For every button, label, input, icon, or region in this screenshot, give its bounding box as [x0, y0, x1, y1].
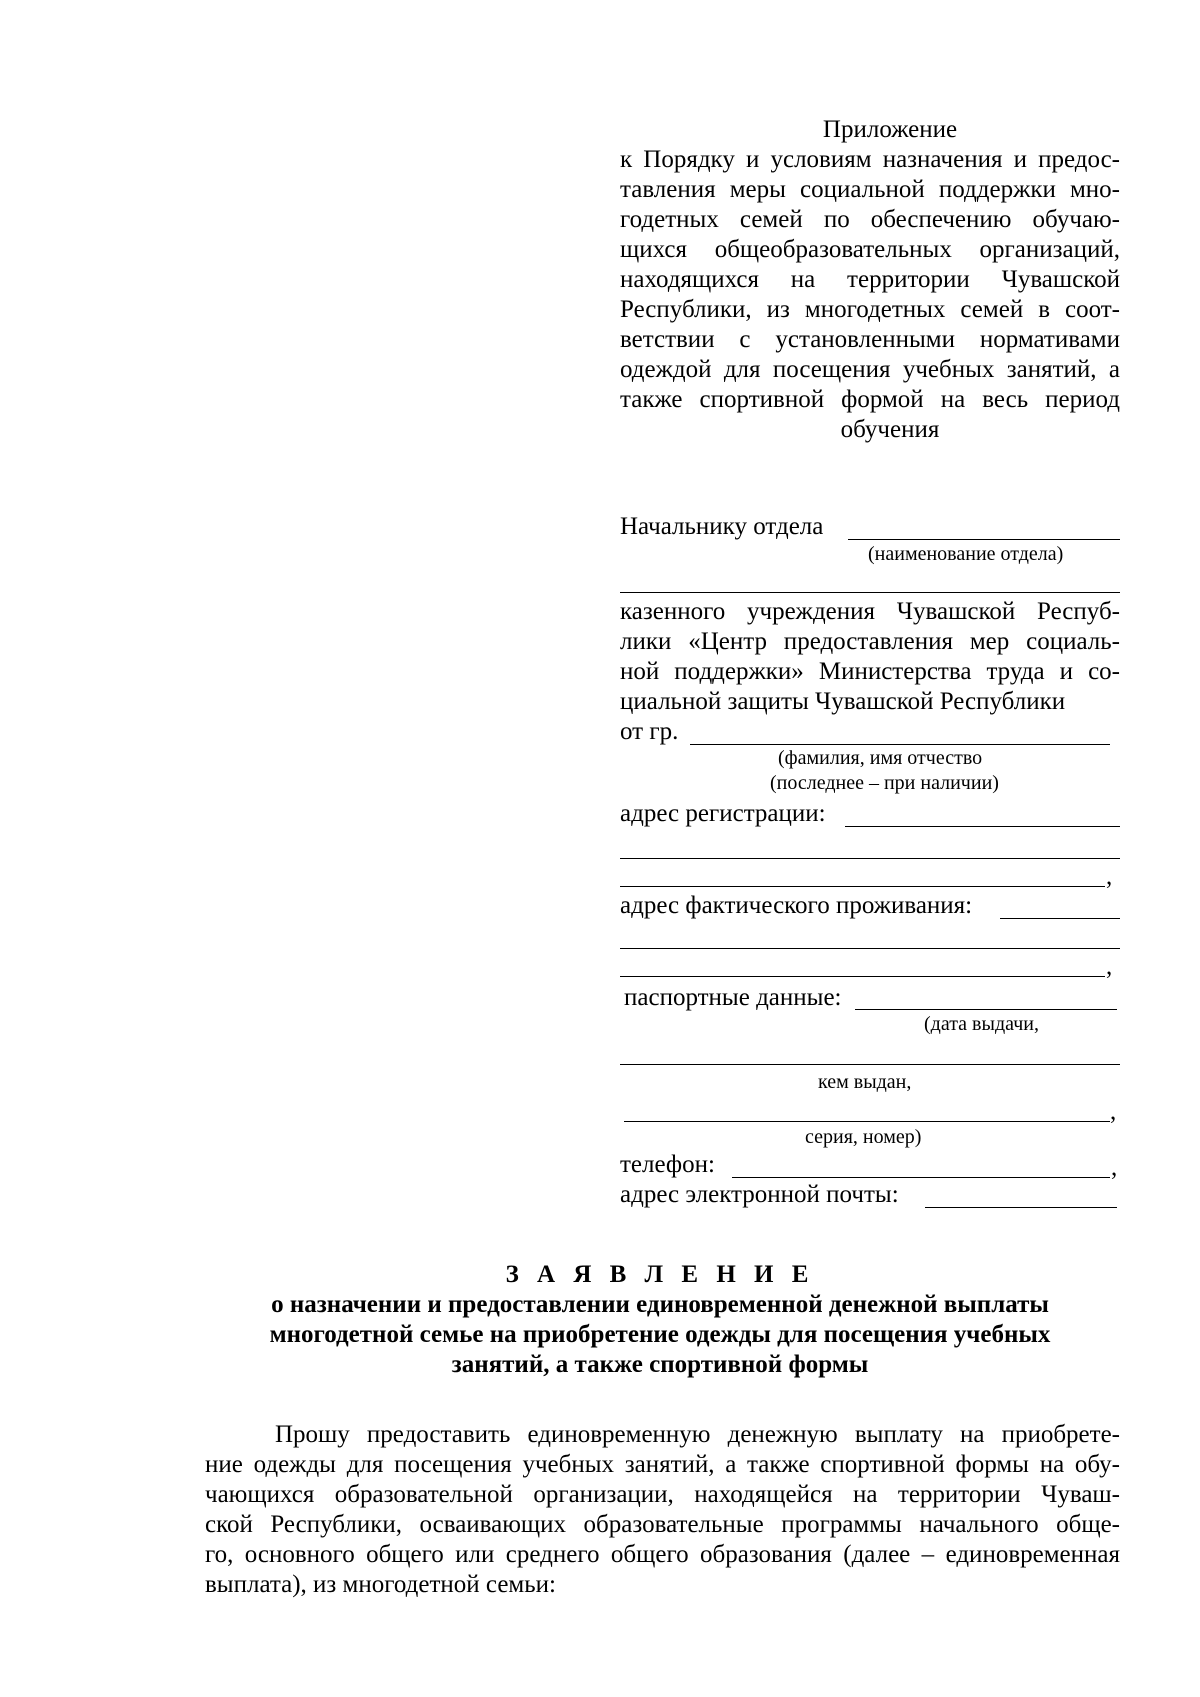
appendix-line: щихся общеобразовательных организаций,: [620, 236, 1120, 263]
institution-text: [620, 597, 1120, 717]
full-name-caption: (фамилия, имя отчество: [778, 747, 983, 769]
passport-series-field[interactable]: [624, 1121, 1110, 1122]
head-of-dept-label: Начальнику отдела: [620, 513, 824, 540]
appendix-line: ветствии с установленными нормативами: [620, 326, 1120, 353]
body-line: чающихся образовательной организации, находящейся на территории Чуваш-: [205, 1481, 1120, 1508]
appendix-line: также спортивной формой на весь период: [620, 386, 1120, 413]
appendix-line: тавления меры социальной поддержки мно-: [620, 176, 1120, 203]
email-label: адрес электронной почты:: [620, 1181, 899, 1208]
passport-issued-by-field[interactable]: [620, 1064, 1120, 1065]
appendix-line: находящихся на территории Чувашской: [620, 266, 1120, 293]
from-citizen-label: от гр.: [620, 718, 679, 745]
appendix-last-line: обучения: [840, 416, 940, 443]
dept-name-field-2[interactable]: [620, 592, 1120, 593]
actual-address-field[interactable]: [1000, 918, 1120, 919]
institution-line: ной поддержки» Министерства труда и со-: [620, 658, 1120, 685]
phone-label: телефон:: [620, 1151, 715, 1178]
application-body: [205, 1420, 1120, 1600]
appendix-title: Приложение: [822, 116, 958, 143]
comma: ,: [1106, 953, 1113, 980]
appendix-text: [620, 145, 1120, 445]
appendix-line: Республики, из многодетных семей в соот-: [620, 296, 1120, 323]
appendix-line: одеждой для посещения учебных занятий, а: [620, 356, 1120, 383]
full-name-caption-2: (последнее – при наличии): [770, 772, 999, 794]
passport-data-label: паспортные данные:: [624, 984, 842, 1011]
dept-name-caption: (наименование отдела): [868, 543, 1064, 565]
appendix-line: годетных семей по обеспечению обучаю-: [620, 206, 1120, 233]
actual-address-field-3[interactable]: [620, 976, 1105, 977]
application-heading: [200, 1260, 1120, 1380]
body-line: выплата), из многодетной семьи:: [205, 1571, 556, 1598]
full-name-field[interactable]: [690, 744, 1110, 745]
registration-address-field-2[interactable]: [620, 858, 1120, 859]
institution-line: казенного учреждения Чувашской Респуб-: [620, 598, 1120, 625]
application-subtitle-line: занятий, а также спортивной формы: [451, 1351, 869, 1378]
issue-date-caption: (дата выдачи,: [924, 1013, 1039, 1035]
institution-line: лики «Центр предоставления мер социаль-: [620, 628, 1120, 655]
application-subtitle-line: многодетной семье на приобретение одежды для посещения учебных: [269, 1321, 1051, 1348]
registration-address-field[interactable]: [845, 826, 1120, 827]
phone-field[interactable]: [732, 1177, 1110, 1178]
passport-data-field[interactable]: [855, 1009, 1117, 1010]
comma: ,: [1106, 863, 1113, 890]
registration-address-field-3[interactable]: [620, 886, 1105, 887]
series-number-caption: серия, номер): [805, 1126, 922, 1148]
body-line: ние одежды для посещения учебных занятий, а также спортивной формы на обу-: [205, 1451, 1120, 1478]
institution-line: циальной защиты Чувашской Республики: [620, 688, 1066, 715]
issued-by-caption: кем выдан,: [818, 1071, 912, 1093]
body-line: го, основного общего или среднего общего образования (далее – единовременная: [205, 1541, 1120, 1568]
body-line: Прошу предоставить единовременную денежную выплату на приобрете-: [275, 1421, 1120, 1448]
actual-address-field-2[interactable]: [620, 948, 1120, 949]
email-field[interactable]: [925, 1207, 1117, 1208]
actual-address-label: адрес фактического проживания:: [620, 892, 973, 919]
appendix-line: к Порядку и условиям назначения и предос-: [620, 146, 1120, 173]
application-subtitle-line: о назначении и предоставлении единовременной денежной выплаты: [271, 1291, 1049, 1318]
registration-address-label: адрес регистрации:: [620, 800, 826, 827]
comma: ,: [1111, 1154, 1118, 1181]
dept-name-field[interactable]: [848, 539, 1120, 540]
comma: ,: [1110, 1098, 1117, 1125]
body-line: ской Республики, осваивающих образовательные программы начального обще-: [205, 1511, 1120, 1538]
application-title: З А Я В Л Е Н И Е: [505, 1261, 815, 1288]
